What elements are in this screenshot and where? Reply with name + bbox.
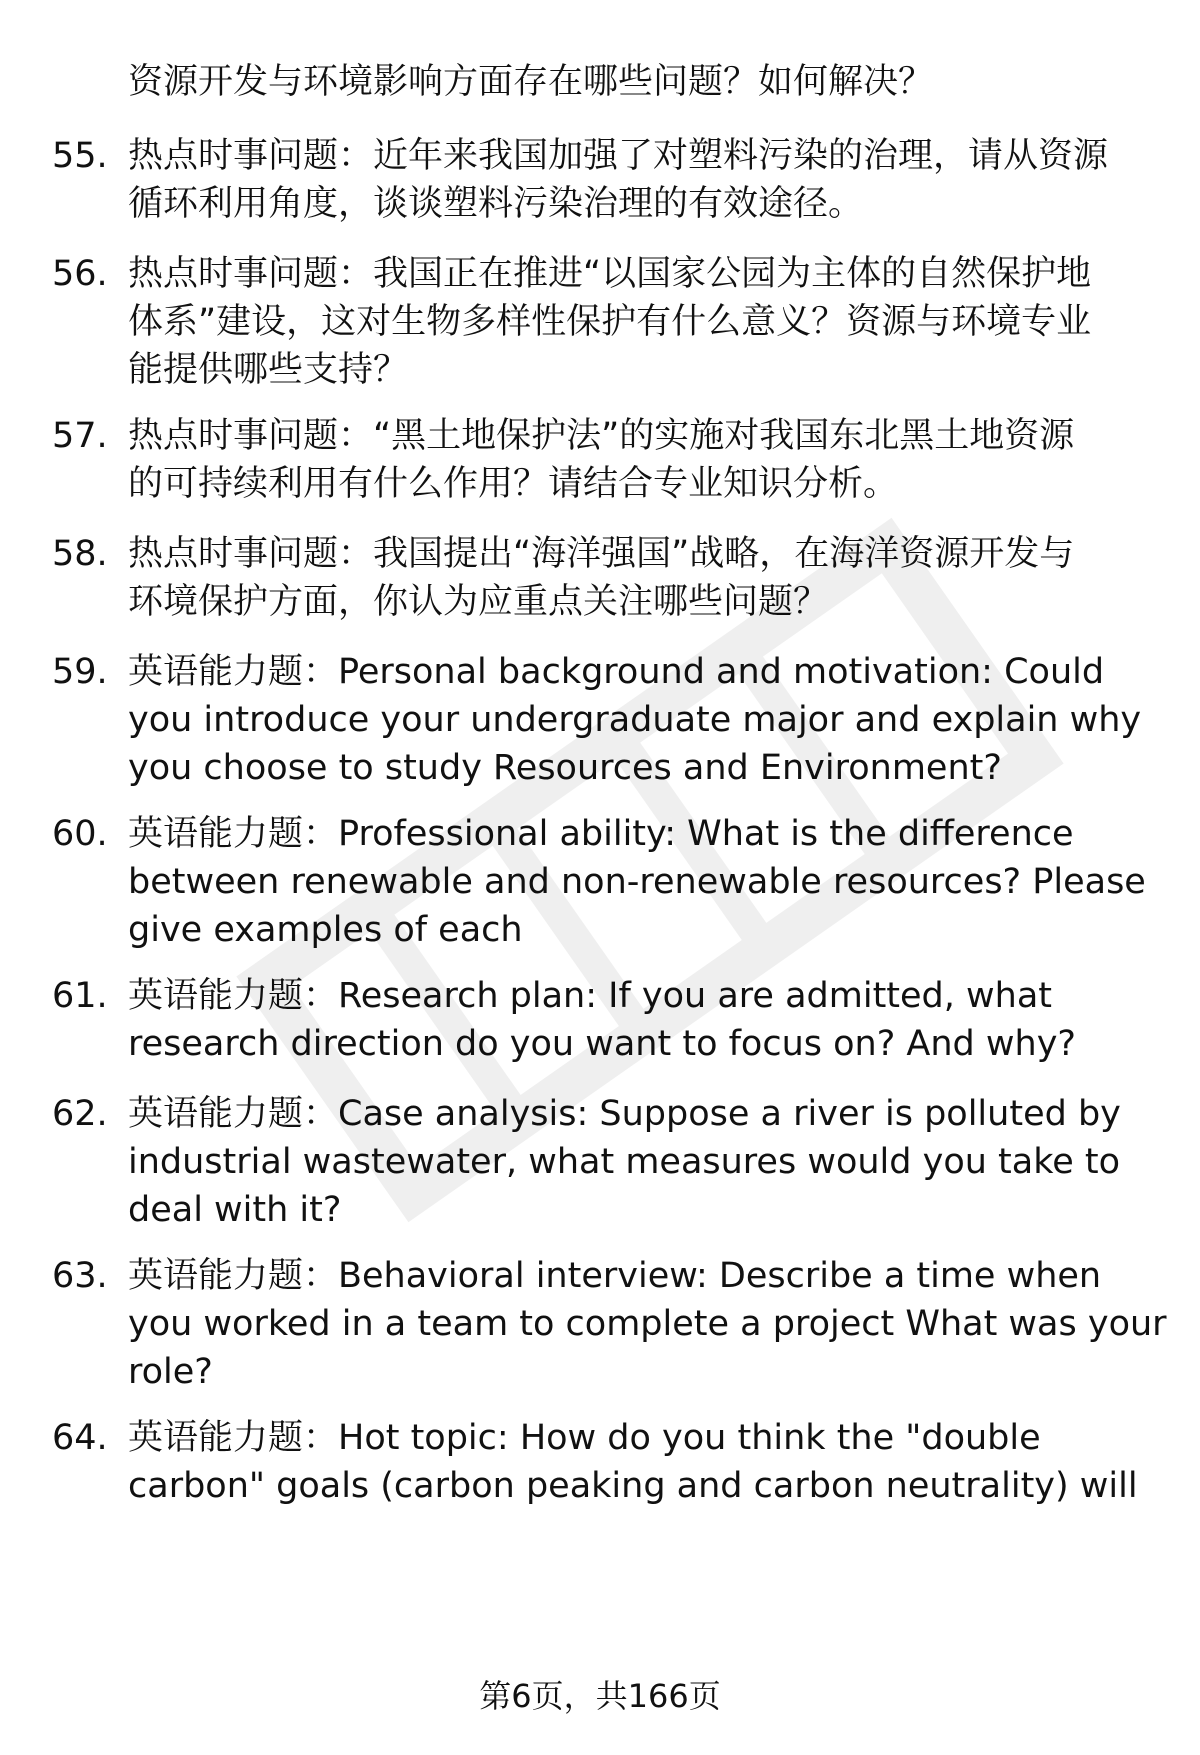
question-line: role? xyxy=(128,1352,213,1392)
question-text xyxy=(128,530,1188,626)
question-line: deal with it? xyxy=(128,1190,342,1230)
question-line: you introduce your undergraduate major and explain why xyxy=(128,700,1142,740)
question-line: 热点时事问题：我国提出“海洋强国”战略，在海洋资源开发与 xyxy=(128,534,1075,574)
question-line: carbon" goals (carbon peaking and carbon neutrality) will xyxy=(128,1466,1138,1506)
question-line: 环境保护方面，你认为应重点关注哪些问题？ xyxy=(128,582,829,622)
question-text xyxy=(128,972,1188,1068)
question-line: 循环利用角度，谈谈塑料污染治理的有效途径。 xyxy=(128,184,864,224)
question-number: 63. xyxy=(52,1256,108,1296)
question-text xyxy=(128,250,1188,394)
question-text xyxy=(128,1252,1188,1396)
question-number: 59. xyxy=(52,652,108,692)
question-line: you worked in a team to complete a project What was your xyxy=(128,1304,1167,1344)
question-number: 64. xyxy=(52,1418,108,1458)
question-line: research direction do you want to focus on? And why? xyxy=(128,1024,1076,1064)
question-line: give examples of each xyxy=(128,910,523,950)
question-line: 热点时事问题：“黑土地保护法”的实施对我国东北黑土地资源 xyxy=(128,416,1075,456)
question-line: 能提供哪些支持？ xyxy=(128,350,409,390)
question-line: 热点时事问题：我国正在推进“以国家公园为主体的自然保护地 xyxy=(128,254,1092,294)
question-line: 体系”建设，这对生物多样性保护有什么意义？资源与环境专业 xyxy=(128,302,1092,342)
question-number: 55. xyxy=(52,136,108,176)
question-line: 英语能力题：Research plan: If you are admitted, what xyxy=(128,976,1052,1016)
question-number: 62. xyxy=(52,1094,108,1134)
question-line: 热点时事问题：近年来我国加强了对塑料污染的治理，请从资源 xyxy=(128,136,1109,176)
question-line: 英语能力题：Behavioral interview: Describe a time when xyxy=(128,1256,1102,1296)
question-number: 61. xyxy=(52,976,108,1016)
question-text xyxy=(128,1090,1188,1234)
question-line: between renewable and non-renewable resources? Please xyxy=(128,862,1146,902)
question-line: you choose to study Resources and Environment? xyxy=(128,748,1002,788)
page-footer: 第6页，共166页 xyxy=(479,1677,721,1715)
question-number: 57. xyxy=(52,416,108,456)
question-line: 英语能力题：Professional ability: What is the difference xyxy=(128,814,1074,854)
question-number: 56. xyxy=(52,254,108,294)
question-line: 英语能力题：Personal background and motivation: Could xyxy=(128,652,1105,692)
question-number: 60. xyxy=(52,814,108,854)
question-line: 英语能力题：Hot topic: How do you think the "double xyxy=(128,1418,1041,1458)
question-text xyxy=(128,132,1188,228)
question-number: 58. xyxy=(52,534,108,574)
question-text xyxy=(128,412,1188,508)
question-line: 英语能力题：Case analysis: Suppose a river is polluted by xyxy=(128,1094,1121,1134)
question-line: industrial wastewater, what measures would you take to xyxy=(128,1142,1121,1182)
question-text xyxy=(128,1414,1188,1510)
question-text xyxy=(128,810,1188,954)
question-line: 的可持续利用有什么作用？请结合专业知识分析。 xyxy=(128,464,899,504)
question-text xyxy=(128,648,1188,792)
continued-question-line: 资源开发与环境影响方面存在哪些问题？如何解决？ xyxy=(128,62,934,102)
